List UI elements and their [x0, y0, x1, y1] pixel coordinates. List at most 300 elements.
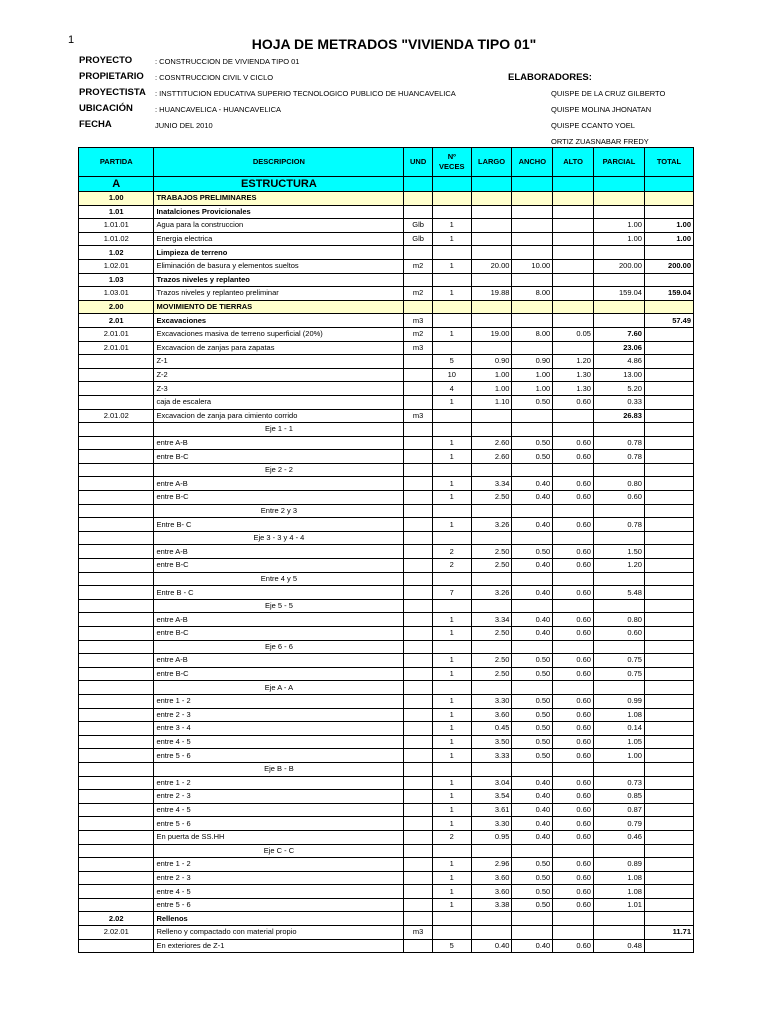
cell-descripcion: Eje B - B: [154, 762, 404, 776]
cell-largo: 3.50: [471, 735, 512, 749]
cell-largo: [471, 504, 512, 518]
cell-partida: [79, 368, 154, 382]
cell-ancho: 0.40: [512, 803, 553, 817]
cell-total: [644, 341, 693, 355]
cell-partida: [79, 776, 154, 790]
cell-parcial: [593, 912, 644, 926]
cell-parcial: 200.00: [593, 259, 644, 273]
cell-alto: [553, 912, 594, 926]
elaborador-3: QUISPE CCANTO YOEL: [551, 121, 635, 130]
cell-largo: [471, 219, 512, 233]
header-alto: ALTO: [553, 148, 594, 177]
header-parcial: PARCIAL: [593, 148, 644, 177]
cell-total: 200.00: [644, 259, 693, 273]
cell-alto: [553, 232, 594, 246]
cell-partida: [79, 708, 154, 722]
cell-alto: 0.60: [553, 817, 594, 831]
cell-alto: [553, 572, 594, 586]
cell-total: [644, 273, 693, 287]
cell-und: [404, 531, 433, 545]
cell-descripcion: entre 4 - 5: [154, 803, 404, 817]
table-row: [79, 423, 694, 437]
cell-veces: 1: [432, 491, 471, 505]
cell-descripcion: entre A-B: [154, 613, 404, 627]
cell-und: [404, 559, 433, 573]
cell-largo: 3.26: [471, 518, 512, 532]
cell-alto: 0.05: [553, 327, 594, 341]
cell-veces: 1: [432, 667, 471, 681]
cell-partida: [79, 355, 154, 369]
elaborador-1: QUISPE DE LA CRUZ GILBERTO: [551, 89, 666, 98]
cell-alto: [553, 259, 594, 273]
cell-largo: [471, 205, 512, 219]
cell-und: [404, 898, 433, 912]
table-row: [79, 830, 694, 844]
cell-largo: 3.60: [471, 871, 512, 885]
cell-veces: 1: [432, 803, 471, 817]
cell-parcial: 5.48: [593, 586, 644, 600]
cell-alto: 1.30: [553, 368, 594, 382]
cell-alto: [553, 314, 594, 328]
cell-veces: [432, 844, 471, 858]
cell-parcial: [593, 300, 644, 314]
cell-partida: 2.01: [79, 314, 154, 328]
elaboradores-label: ELABORADORES:: [508, 72, 592, 83]
cell-partida: [79, 844, 154, 858]
cell-largo: 1.00: [471, 368, 512, 382]
cell-veces: [432, 762, 471, 776]
cell-parcial: [593, 599, 644, 613]
cell-partida: [79, 790, 154, 804]
cell-total: [644, 504, 693, 518]
cell-und: m3: [404, 314, 433, 328]
cell-parcial: [593, 504, 644, 518]
cell-parcial: 13.00: [593, 368, 644, 382]
cell-veces: 1: [432, 722, 471, 736]
cell-partida: [79, 450, 154, 464]
cell-alto: [553, 300, 594, 314]
cell-und: [404, 722, 433, 736]
table-row: [79, 790, 694, 804]
cell-alto: [553, 423, 594, 437]
cell-total: 11.71: [644, 926, 693, 940]
cell-partida: [79, 436, 154, 450]
cell-und: [404, 545, 433, 559]
cell-descripcion: entre A-B: [154, 545, 404, 559]
cell-partida: [79, 667, 154, 681]
cell-alto: [553, 681, 594, 695]
table-row: [79, 871, 694, 885]
cell-parcial: 7.60: [593, 327, 644, 341]
table-row: [79, 273, 694, 287]
table-row: [79, 912, 694, 926]
table-row: [79, 599, 694, 613]
cell-parcial: 1.01: [593, 898, 644, 912]
table-row: [79, 518, 694, 532]
cell-und: [404, 830, 433, 844]
cell-descripcion: caja de escalera: [154, 395, 404, 409]
cell-parcial: 0.78: [593, 518, 644, 532]
cell-partida: [79, 572, 154, 586]
cell-veces: 4: [432, 382, 471, 396]
cell-total: [644, 463, 693, 477]
cell-descripcion: Excavaciones: [154, 314, 404, 328]
cell-total: [644, 885, 693, 899]
cell-veces: [432, 681, 471, 695]
cell-largo: 3.26: [471, 586, 512, 600]
table-row: [79, 246, 694, 260]
cell-und: [404, 436, 433, 450]
cell-und: [404, 776, 433, 790]
cell-ancho: [512, 409, 553, 423]
cell-alto: 0.60: [553, 545, 594, 559]
cell-und: [404, 382, 433, 396]
cell-veces: 1: [432, 450, 471, 464]
cell-veces: [432, 341, 471, 355]
cell-alto: [553, 640, 594, 654]
cell-und: [404, 817, 433, 831]
table-row: [79, 192, 694, 206]
cell-alto: 0.60: [553, 586, 594, 600]
cell-parcial: [593, 273, 644, 287]
cell-veces: 10: [432, 368, 471, 382]
cell-partida: [79, 559, 154, 573]
cell-largo: 2.50: [471, 654, 512, 668]
cell-partida: 1.03.01: [79, 287, 154, 301]
cell-ancho: 0.40: [512, 830, 553, 844]
cell-ancho: [512, 232, 553, 246]
cell-largo: 0.90: [471, 355, 512, 369]
cell-und: [404, 355, 433, 369]
cell-partida: 1.01.01: [79, 219, 154, 233]
cell-und: [404, 912, 433, 926]
cell-alto: [553, 463, 594, 477]
location-value: : HUANCAVELICA - HUANCAVELICA: [155, 105, 282, 114]
cell-und: [404, 450, 433, 464]
cell-ancho: 0.50: [512, 654, 553, 668]
cell-alto: [553, 844, 594, 858]
cell-und: [404, 885, 433, 899]
cell-ancho: 0.50: [512, 436, 553, 450]
cell-ancho: 0.40: [512, 518, 553, 532]
cell-largo: 3.30: [471, 817, 512, 831]
cell-alto: 0.60: [553, 858, 594, 872]
cell-veces: [432, 273, 471, 287]
cell-descripcion: Eje 2 - 2: [154, 463, 404, 477]
cell-und: [404, 518, 433, 532]
cell-parcial: [593, 844, 644, 858]
cell-descripcion: Eje C - C: [154, 844, 404, 858]
cell-veces: [432, 246, 471, 260]
table-row: [79, 300, 694, 314]
table-row: [79, 681, 694, 695]
cell-partida: [79, 681, 154, 695]
cell-parcial: 0.99: [593, 694, 644, 708]
cell-parcial: [593, 246, 644, 260]
cell-partida: [79, 613, 154, 627]
cell-parcial: 0.87: [593, 803, 644, 817]
cell-largo: [471, 681, 512, 695]
cell-ancho: [512, 912, 553, 926]
cell-und: [404, 844, 433, 858]
table-row: [79, 491, 694, 505]
cell-total: [644, 382, 693, 396]
cell-alto: 0.60: [553, 559, 594, 573]
cell-alto: 0.60: [553, 735, 594, 749]
cell-alto: 0.60: [553, 776, 594, 790]
cell-total: [644, 871, 693, 885]
cell-parcial: [593, 762, 644, 776]
cell-und: [404, 694, 433, 708]
cell-und: [404, 762, 433, 776]
cell-alto: 0.60: [553, 898, 594, 912]
table-row: [79, 654, 694, 668]
cell-total: [644, 640, 693, 654]
cell-und: [404, 708, 433, 722]
cell-und: [404, 681, 433, 695]
cell-descripcion: entre 3 - 4: [154, 722, 404, 736]
table-row: [79, 450, 694, 464]
table-row: [79, 572, 694, 586]
cell-largo: 3.38: [471, 898, 512, 912]
header-row: [79, 148, 694, 177]
cell-alto: [553, 409, 594, 423]
cell-ancho: 0.40: [512, 776, 553, 790]
cell-descripcion: MOVIMIENTO DE TIERRAS: [154, 300, 404, 314]
cell-total: [644, 586, 693, 600]
cell-descripcion: Eje 6 - 6: [154, 640, 404, 654]
cell-alto: 0.60: [553, 450, 594, 464]
cell-ancho: [512, 640, 553, 654]
cell-total: [644, 749, 693, 763]
table-row: [79, 559, 694, 573]
cell-total: [644, 477, 693, 491]
cell-partida: [79, 491, 154, 505]
cell-parcial: 23.06: [593, 341, 644, 355]
cell-largo: 2.60: [471, 436, 512, 450]
cell-largo: 1.00: [471, 382, 512, 396]
cell-total: [644, 708, 693, 722]
cell-und: [404, 273, 433, 287]
cell-und: m3: [404, 926, 433, 940]
cell-largo: [471, 762, 512, 776]
cell-und: [404, 586, 433, 600]
cell-partida: [79, 586, 154, 600]
cell-total: [644, 545, 693, 559]
cell-total: [644, 423, 693, 437]
header-partida: PARTIDA: [79, 148, 154, 177]
cell-descripcion: entre 4 - 5: [154, 735, 404, 749]
table-row: [79, 409, 694, 423]
cell-descripcion: Excavaciones masiva de terreno superficial (20%): [154, 327, 404, 341]
cell-und: [404, 491, 433, 505]
cell-alto: 0.60: [553, 790, 594, 804]
owner-value: : COSNTRUCCION CIVIL V CICLO: [155, 73, 274, 82]
cell-partida: [79, 749, 154, 763]
cell-veces: 2: [432, 830, 471, 844]
cell-total: [644, 572, 693, 586]
cell-veces: [432, 572, 471, 586]
cell-descripcion: Z-1: [154, 355, 404, 369]
cell-descripcion: TRABAJOS PRELIMINARES: [154, 192, 404, 206]
cell-ancho: [512, 681, 553, 695]
cell-veces: 2: [432, 545, 471, 559]
table-row: [79, 259, 694, 273]
cell-parcial: [593, 192, 644, 206]
cell-veces: 1: [432, 817, 471, 831]
cell-und: [404, 246, 433, 260]
cell-alto: 0.60: [553, 694, 594, 708]
cell-descripcion: Rellenos: [154, 912, 404, 926]
table-row: [79, 939, 694, 953]
cell-ancho: 0.50: [512, 395, 553, 409]
cell-descripcion: entre B-C: [154, 559, 404, 573]
cell-partida: [79, 463, 154, 477]
cell-largo: [471, 273, 512, 287]
cell-ancho: 8.00: [512, 287, 553, 301]
cell-largo: 3.54: [471, 790, 512, 804]
cell-largo: [471, 409, 512, 423]
cell-ancho: [512, 273, 553, 287]
cell-ancho: 0.40: [512, 627, 553, 641]
cell-und: [404, 613, 433, 627]
cell-und: [404, 640, 433, 654]
cell-descripcion: Excavacion de zanja para cimiento corrido: [154, 409, 404, 423]
cell-partida: [79, 939, 154, 953]
cell-ancho: 0.50: [512, 545, 553, 559]
cell-ancho: 0.50: [512, 694, 553, 708]
header-und: UND: [404, 148, 433, 177]
cell-veces: [432, 409, 471, 423]
cell-und: [404, 858, 433, 872]
cell-partida: [79, 640, 154, 654]
elaborador-4: ORTIZ ZUASNABAR FREDY: [551, 137, 649, 146]
cell-total: [644, 939, 693, 953]
cell-largo: [471, 300, 512, 314]
cell-parcial: 0.85: [593, 790, 644, 804]
cell-veces: 1: [432, 259, 471, 273]
cell-descripcion: entre 4 - 5: [154, 885, 404, 899]
cell-total: [644, 436, 693, 450]
cell-alto: 0.60: [553, 885, 594, 899]
cell-alto: [553, 926, 594, 940]
cell-alto: [553, 531, 594, 545]
cell-largo: 3.33: [471, 749, 512, 763]
cell-largo: 0.95: [471, 830, 512, 844]
cell-partida: [79, 423, 154, 437]
cell-ancho: 0.50: [512, 708, 553, 722]
cell-partida: [79, 871, 154, 885]
table-row: [79, 341, 694, 355]
cell-alto: [553, 287, 594, 301]
cell-descripcion: Z-3: [154, 382, 404, 396]
cell-partida: 1.00: [79, 192, 154, 206]
cell-total: [644, 518, 693, 532]
cell-total: [644, 898, 693, 912]
cell-veces: [432, 926, 471, 940]
cell-ancho: 0.50: [512, 871, 553, 885]
cell-veces: 1: [432, 790, 471, 804]
cell-und: [404, 504, 433, 518]
cell-alto: 0.60: [553, 613, 594, 627]
cell-veces: 1: [432, 898, 471, 912]
cell-alto: [553, 341, 594, 355]
cell-ancho: 0.40: [512, 613, 553, 627]
cell-total: [644, 327, 693, 341]
cell-veces: 1: [432, 885, 471, 899]
cell-ancho: 0.40: [512, 586, 553, 600]
cell-total: [644, 450, 693, 464]
table-row: [79, 926, 694, 940]
cell-und: [404, 423, 433, 437]
cell-alto: 0.60: [553, 477, 594, 491]
table-row: [79, 694, 694, 708]
cell-descripcion: Eje 5 - 5: [154, 599, 404, 613]
cell-alto: [553, 205, 594, 219]
cell-largo: [471, 531, 512, 545]
cell-total: [644, 817, 693, 831]
cell-parcial: 0.79: [593, 817, 644, 831]
table-row: [79, 219, 694, 233]
cell-partida: 1.01: [79, 205, 154, 219]
table-row: [79, 545, 694, 559]
cell-veces: 1: [432, 776, 471, 790]
cell-partida: 2.00: [79, 300, 154, 314]
cell-alto: 0.60: [553, 518, 594, 532]
cell-ancho: 0.50: [512, 667, 553, 681]
cell-partida: 2.02: [79, 912, 154, 926]
cell-und: m2: [404, 287, 433, 301]
cell-und: [404, 803, 433, 817]
cell-ancho: 0.50: [512, 450, 553, 464]
cell-largo: [471, 463, 512, 477]
cell-partida: [79, 477, 154, 491]
section-row: [79, 177, 694, 192]
page-number: 1: [68, 34, 75, 46]
cell-alto: 0.60: [553, 491, 594, 505]
cell-parcial: 4.86: [593, 355, 644, 369]
cell-ancho: [512, 205, 553, 219]
cell-total: [644, 599, 693, 613]
cell-und: [404, 735, 433, 749]
cell-descripcion: Relleno y compactado con material propio: [154, 926, 404, 940]
cell-total: [644, 246, 693, 260]
cell-ancho: 1.00: [512, 382, 553, 396]
table-row: [79, 667, 694, 681]
cell-largo: 0.40: [471, 939, 512, 953]
cell-veces: 2: [432, 559, 471, 573]
cell-parcial: 0.89: [593, 858, 644, 872]
cell-ancho: 0.50: [512, 898, 553, 912]
cell-total: [644, 858, 693, 872]
cell-largo: 0.45: [471, 722, 512, 736]
cell-descripcion: Agua para la construccion: [154, 219, 404, 233]
cell-veces: 5: [432, 939, 471, 953]
cell-veces: 1: [432, 654, 471, 668]
cell-ancho: [512, 599, 553, 613]
cell-und: [404, 463, 433, 477]
cell-ancho: 0.40: [512, 559, 553, 573]
cell-parcial: 26.83: [593, 409, 644, 423]
cell-partida: [79, 627, 154, 641]
cell-und: m2: [404, 327, 433, 341]
cell-parcial: 1.05: [593, 735, 644, 749]
cell-ancho: 0.40: [512, 477, 553, 491]
cell-descripcion: Entre B- C: [154, 518, 404, 532]
cell-alto: [553, 219, 594, 233]
cell-parcial: 0.48: [593, 939, 644, 953]
cell-ancho: 0.50: [512, 749, 553, 763]
